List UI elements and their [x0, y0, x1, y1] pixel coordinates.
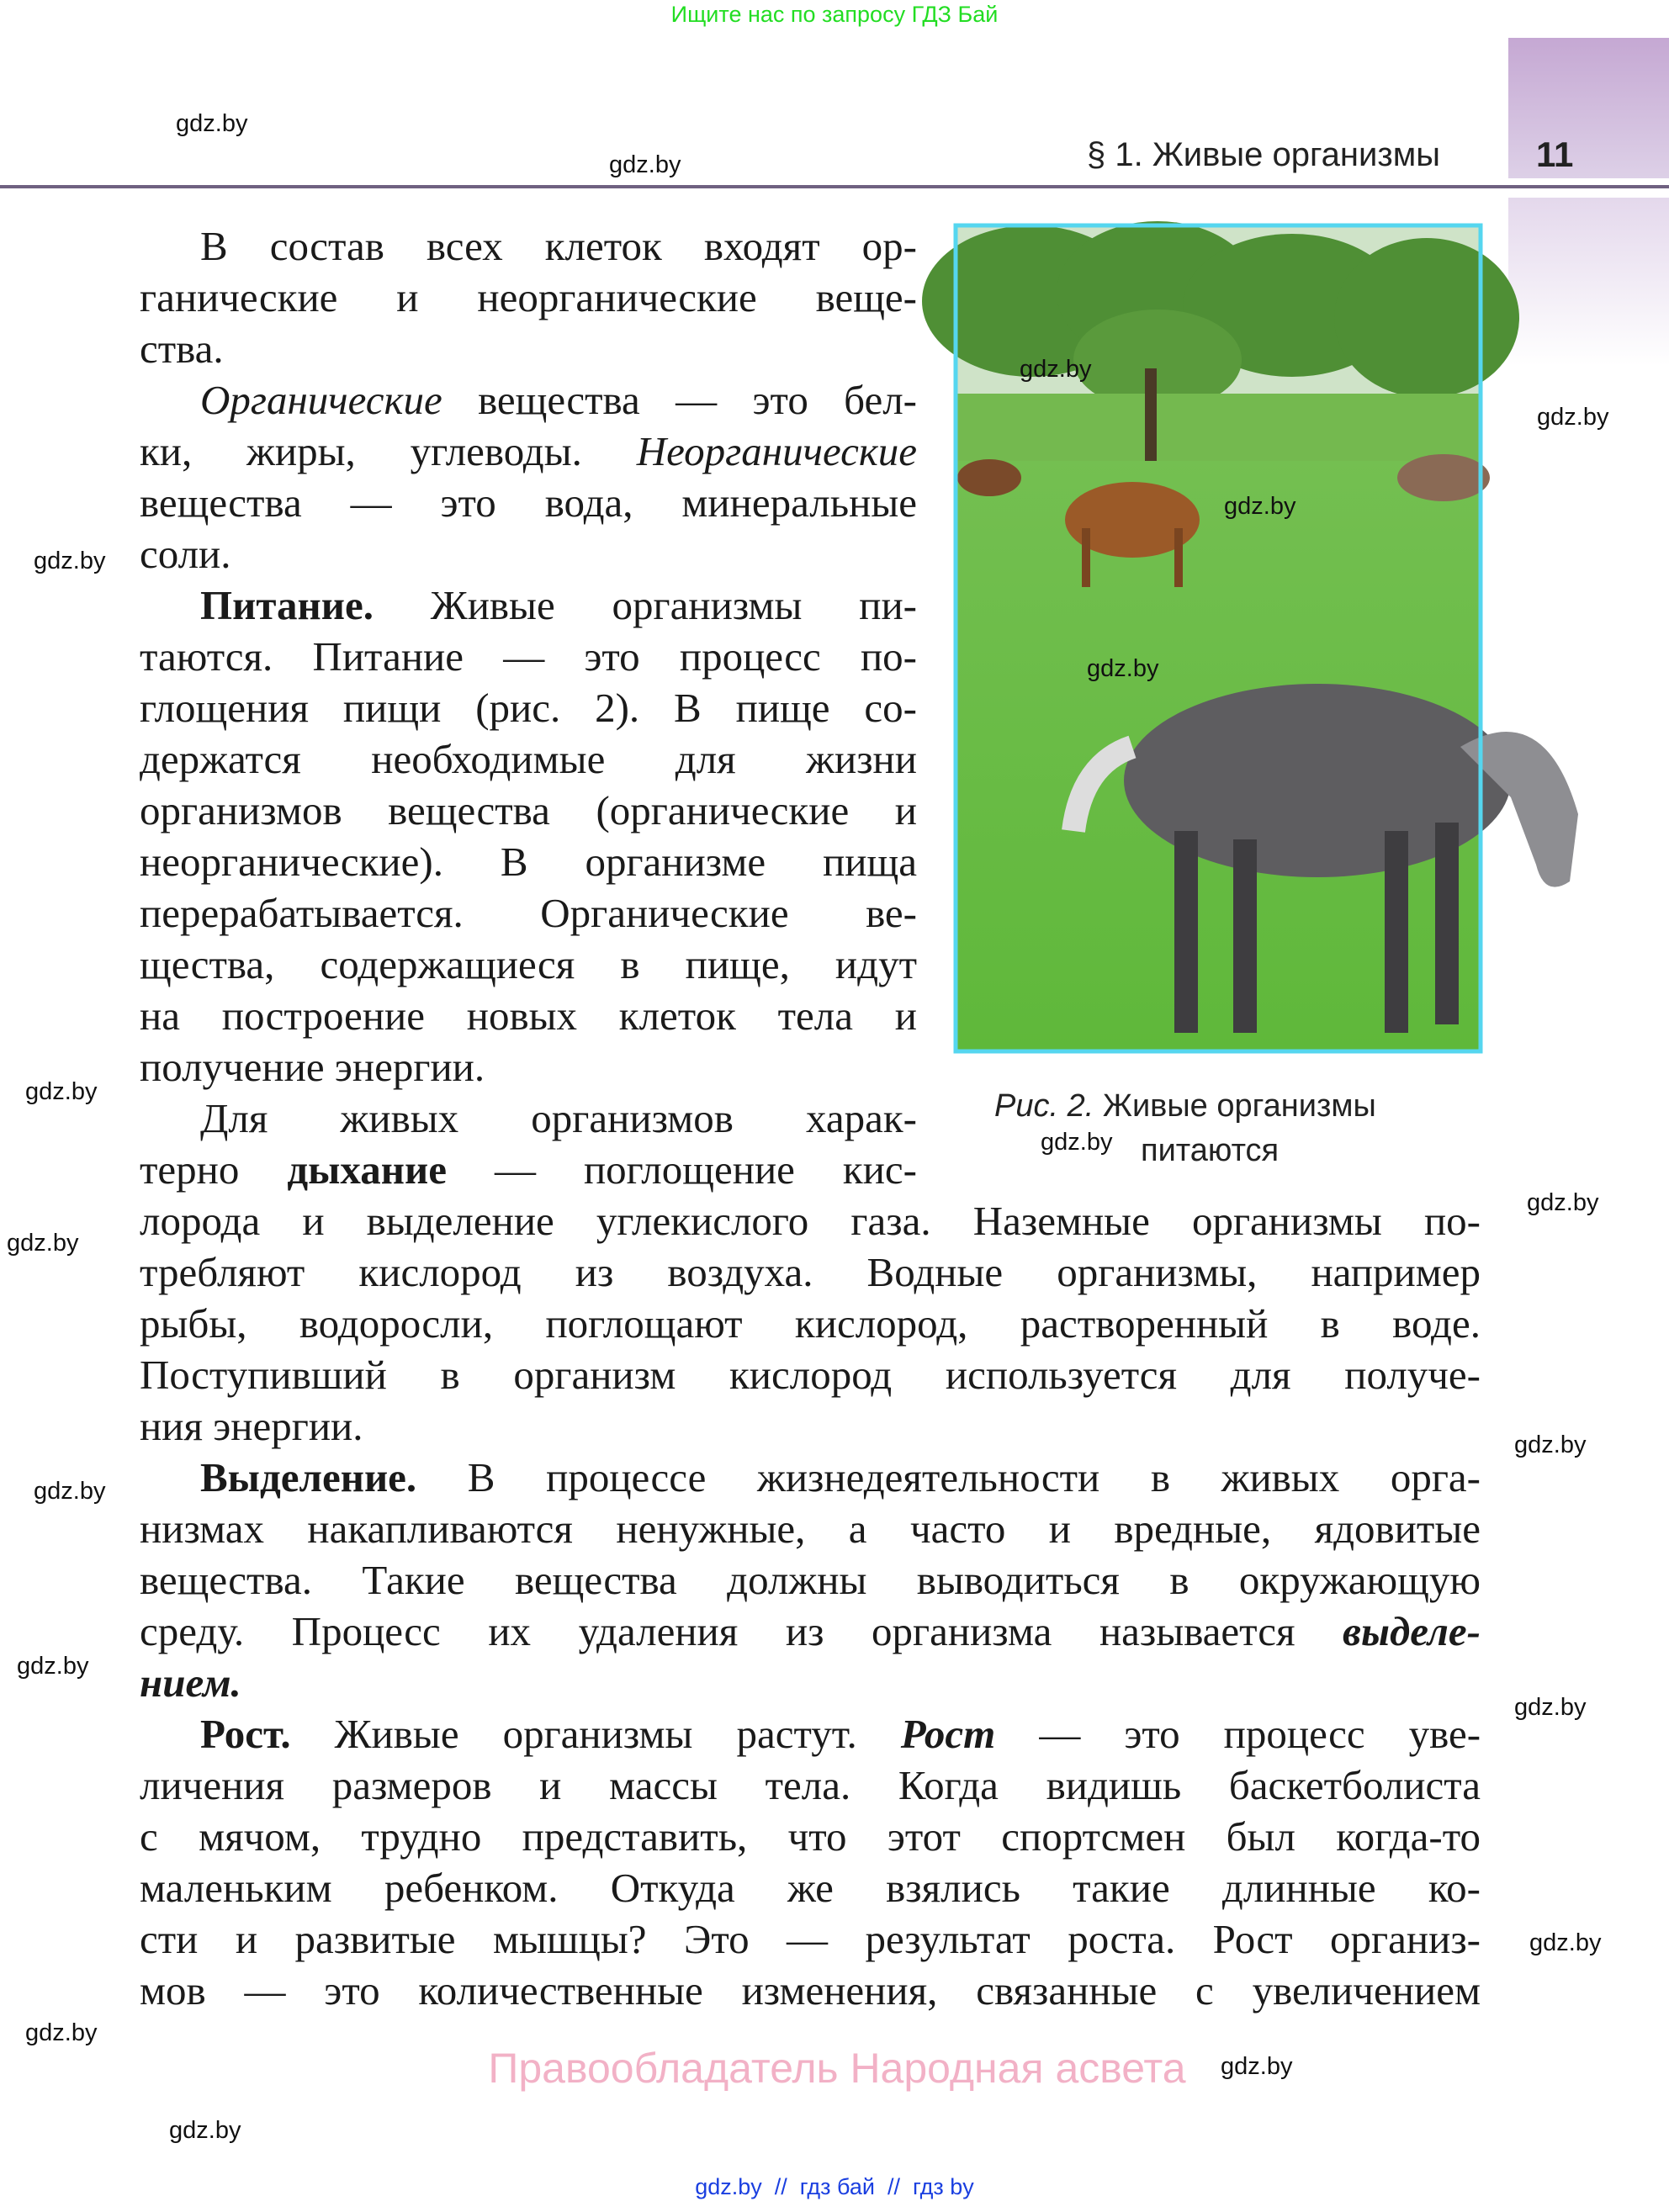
watermark-text: gdz.by [609, 151, 681, 178]
text-segment: ганические и неорганические веще- [140, 274, 917, 320]
text-segment: на построение новых клеток тела и [140, 992, 917, 1039]
text-segment: вещества — это бел- [442, 377, 917, 423]
text-line [140, 1452, 1481, 1503]
figure-horses-photo [956, 225, 1612, 1058]
text-segment: — поглощение кис- [447, 1146, 917, 1193]
text-segment: ния энергии. [140, 1403, 363, 1449]
watermark-text: gdz.by [7, 1230, 79, 1257]
text-line [140, 1554, 1481, 1606]
text-segment: ки, жиры, углеводы. [140, 428, 637, 474]
text-segment: держатся необходимые для жизни [140, 736, 917, 782]
text-line [140, 1093, 917, 1144]
text-line [140, 528, 917, 579]
watermark-text: gdz.by [169, 2117, 241, 2144]
search-hint-banner: Ищите нас по запросу ГДЗ Бай [670, 2, 999, 27]
text-segment: мов — это количественные изменения, связанные с увеличением [140, 1967, 1481, 2014]
watermark-text: gdz.by [25, 2019, 98, 2046]
figure-caption-line2: питаются [1141, 1133, 1280, 1168]
text-segment: В состав всех клеток входят ор- [200, 223, 917, 269]
text-line [140, 990, 917, 1041]
watermark-text: gdz.by [1087, 655, 1159, 682]
text-segment: личения размеров и массы тела. Когда видишь баскетболиста [140, 1762, 1481, 1808]
text-segment: вещества — это вода, минеральные [140, 479, 917, 526]
text-segment: сти и развитые мышцы? Это — результат роста. Рост организ- [140, 1916, 1481, 1962]
text-line [140, 887, 917, 939]
section-title: § 1. Живые организмы [1087, 136, 1440, 173]
watermark-text: gdz.by [1224, 493, 1296, 520]
text-line [140, 1503, 1481, 1554]
text-line [140, 785, 917, 836]
text-line [140, 1606, 1481, 1657]
text-line [140, 426, 917, 477]
text-line [140, 1708, 1481, 1760]
emphasis-term: выделе- [1343, 1608, 1481, 1654]
text-line [140, 733, 917, 785]
text-segment: рыбы, водоросли, поглощают кислород, растворенный в воде. [140, 1300, 1481, 1347]
watermark-text: gdz.by [1537, 404, 1609, 431]
text-segment: Живые организмы растут. [290, 1711, 901, 1757]
text-segment: организмов вещества (органические и [140, 787, 917, 833]
text-segment: с мячом, трудно представить, что этот спортсмен был когда-то [140, 1813, 1481, 1860]
header-rule [0, 185, 1669, 188]
figure-caption-line1 [994, 1087, 1376, 1125]
text-segment: щества, содержащиеся в пище, идут [140, 941, 917, 987]
text-segment: соли. [140, 531, 231, 577]
watermark-text: gdz.by [1527, 1189, 1599, 1216]
text-line [140, 220, 917, 272]
footer-links[interactable]: gdz.by // гдз бай // гдз by [695, 2174, 974, 2199]
emphasis-term: дыхание [287, 1146, 447, 1193]
watermark-text: gdz.by [1514, 1431, 1587, 1458]
watermark-text: gdz.by [1514, 1694, 1587, 1721]
watermark-text: gdz.by [1041, 1129, 1113, 1156]
watermark-text: gdz.by [1221, 2053, 1293, 2080]
text-line [140, 1144, 917, 1195]
watermark-text: gdz.by [1529, 1929, 1602, 1956]
watermark-text: gdz.by [34, 1478, 106, 1505]
emphasis-term: Выделение. [200, 1454, 417, 1500]
text-line [140, 374, 917, 426]
text-segment: перерабатывается. Органические ве- [140, 890, 917, 936]
text-line [140, 1657, 1481, 1708]
text-segment: терно [140, 1146, 288, 1193]
watermark-text: gdz.by [176, 110, 248, 137]
emphasis-term: Рост [900, 1711, 996, 1757]
text-segment: требляют кислород из воздуха. Водные организмы, например [140, 1249, 1481, 1295]
text-line [140, 1195, 1481, 1246]
figure-label: Рис. 2. [994, 1088, 1094, 1124]
text-line [140, 1913, 1481, 1965]
text-line [140, 1862, 1481, 1913]
text-line [140, 836, 917, 887]
text-line [140, 1760, 1481, 1811]
text-line [140, 1246, 1481, 1298]
text-line [140, 1965, 1481, 2016]
emphasis-term: Органические [200, 377, 442, 423]
text-segment: глощения пищи (рис. 2). В пище со- [140, 685, 917, 731]
watermark-text: gdz.by [1020, 356, 1092, 383]
text-segment: Живые организмы пи- [373, 582, 917, 628]
text-line [140, 579, 917, 631]
text-segment: среду. Процесс их удаления из организма называется [140, 1608, 1343, 1654]
text-segment: вещества. Такие вещества должны выводиться в окружающую [140, 1557, 1481, 1603]
text-line [140, 1041, 917, 1093]
text-line [140, 682, 917, 733]
emphasis-term: Рост. [200, 1711, 291, 1757]
watermark-text: gdz.by [34, 548, 106, 574]
figure-caption-text: Живые организмы [1094, 1088, 1376, 1124]
text-line [140, 323, 917, 374]
text-line [140, 1400, 1481, 1452]
emphasis-term: нием. [140, 1659, 241, 1706]
text-segment: Поступивший в организм кислород используется для получе- [140, 1352, 1481, 1398]
text-segment: получение энергии. [140, 1044, 485, 1090]
text-segment: ства. [140, 325, 224, 372]
text-segment: неорганические). В организме пища [140, 839, 917, 885]
text-line [140, 272, 917, 323]
text-segment: низмах накапливаются ненужные, а часто и вредные, ядовитые [140, 1506, 1481, 1552]
text-line [140, 939, 917, 990]
text-segment: лорода и выделение углекислого газа. Наземные организмы по- [140, 1198, 1481, 1244]
emphasis-term: Питание. [200, 582, 374, 628]
text-segment: Для живых организмов харак- [200, 1095, 917, 1141]
text-segment: маленьким ребенком. Откуда же взялись такие длинные ко- [140, 1865, 1481, 1911]
watermark-text: gdz.by [17, 1653, 89, 1680]
text-line [140, 631, 917, 682]
copyright-notice: Правообладатель Народная асвета [488, 2045, 1186, 2092]
page-tab-decoration [1508, 38, 1669, 178]
text-line [140, 1349, 1481, 1400]
text-line [140, 1298, 1481, 1349]
watermark-text: gdz.by [25, 1078, 98, 1105]
text-line [140, 1811, 1481, 1862]
text-line [140, 477, 917, 528]
text-segment: В процессе жизнедеятельности в живых орга- [416, 1454, 1481, 1500]
text-segment: — это процесс уве- [995, 1711, 1481, 1757]
page-number: 11 [1536, 135, 1574, 174]
text-segment: таются. Питание — это процесс по- [140, 633, 917, 680]
emphasis-term: Неорганические [636, 428, 917, 474]
